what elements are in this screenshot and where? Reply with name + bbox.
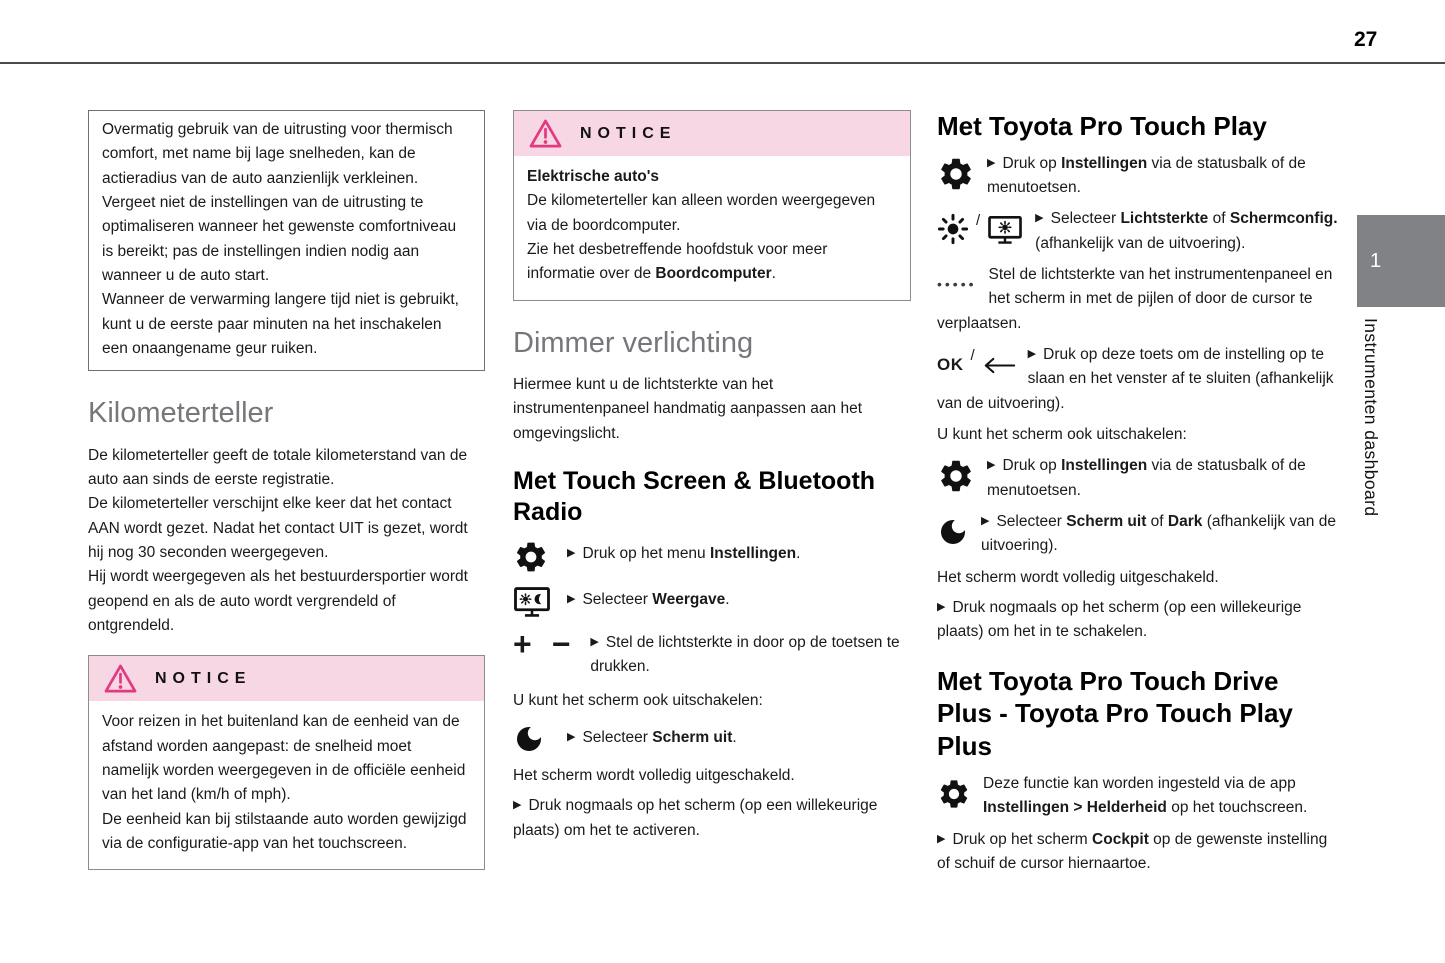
instruction-line [937, 596, 1340, 645]
body-line: U kunt het scherm ook uitschakelen: [513, 691, 763, 709]
body-paragraph: De kilometerteller verschijnt elke keer dat het contact AAN wordt gezet. Nadat het contact UIT is gezet, wordt hij nog 30 seconden weergegeven. [88, 495, 468, 561]
moon-icon [513, 723, 545, 755]
notice-paragraph: De kilometerteller kan alleen worden weergegeven via de boordcomputer. [527, 192, 876, 234]
step-icon-cell [937, 455, 975, 497]
gear-icon [513, 539, 549, 575]
step-open-settings [937, 454, 1340, 503]
subsection-heading-touchscreen: Met Touch Screen & Bluetooth Radio [513, 466, 876, 527]
body-line: Het scherm wordt volledig uitgeschakeld. [513, 766, 795, 784]
bullet-triangle-icon: ▶ [987, 156, 996, 169]
subsection-heading-pro-touch-play: Met Toyota Pro Touch Play [937, 111, 1267, 141]
step-icon-cell [513, 722, 555, 755]
warning-triangle-icon [528, 118, 563, 149]
bullet-triangle-icon: ▶ [987, 459, 996, 472]
step-icon-cell [937, 344, 1016, 386]
instruction-text: Druk op het scherm Cockpit op de gewenste instelling of schuif de cursor hiernaartoe. [937, 830, 1328, 872]
step-screen-off [513, 722, 911, 755]
instruction-text: Stel de lichtsterkte in door op de toetsen te drukken. [590, 633, 900, 676]
minus-icon: − [551, 625, 571, 662]
ok-key-icon: OK [937, 354, 964, 374]
step-instruction [567, 722, 737, 750]
arrow-left-icon [982, 356, 1016, 375]
slash-separator: / [976, 211, 981, 229]
step-icon-cell [513, 625, 578, 662]
step-save-setting [937, 343, 1340, 416]
bullet-triangle-icon: ▶ [513, 799, 522, 812]
notice-title: Elektrische auto's [527, 168, 660, 185]
chapter-title-vertical: Instrumenten dashboard [1361, 318, 1381, 517]
step-select-brightness [937, 207, 1340, 256]
instruction-text: Druk op Instellingen via de statusbalk of de menutoetsen. [987, 154, 1306, 197]
bullet-triangle-icon: ▶ [937, 832, 946, 845]
instruction-text: Druk nogmaals op het scherm (op een willekeurige plaats) om het in te schakelen. [937, 599, 1302, 641]
subsection-heading-pro-touch-drive-plus: Met Toyota Pro Touch Drive Plus - Toyota Pro Touch Play Plus [937, 665, 1293, 762]
box-paragraph: Wanneer de verwarming langere tijd niet is gebruikt, kunt u de eerste paar minuten na het inschakelen een onaangename geur ruiken. [102, 291, 459, 357]
chapter-number: 1 [1370, 249, 1382, 272]
step-instruction [567, 584, 730, 612]
notice-paragraph: De eenheid kan bij stilstaande auto worden gewijzigd via de configuratie-app van het touchscreen. [102, 810, 467, 852]
step-icon-cell [937, 153, 975, 195]
notice-body [89, 701, 484, 869]
step-adjust-brightness [513, 627, 911, 680]
step-screen-off [937, 510, 1340, 559]
step-icon-cell [937, 208, 1023, 250]
chapter-tab [1357, 215, 1445, 307]
instruction-text: Selecteer Scherm uit. [582, 728, 737, 746]
bullet-triangle-icon: ▶ [567, 730, 576, 743]
instruction-text: Druk nogmaals op het scherm (op een willekeurige plaats) om het te activeren. [513, 797, 878, 839]
carryover-note-box [88, 110, 485, 371]
column-right [937, 110, 1340, 882]
step-open-settings [937, 152, 1340, 201]
bullet-triangle-icon: ▶ [937, 601, 946, 613]
bullet-triangle-icon: ▶ [567, 546, 576, 559]
step-instruction [590, 627, 911, 680]
notice-label: NOTICE [580, 124, 677, 142]
instruction-text: Druk op deze toets om de instelling op te slaan en het venster af te sluiten (afhankelijk van de uitvoering). [937, 346, 1334, 412]
notice-paragraph: Zie het desbetreffende hoofdstuk voor meer informatie over de Boordcomputer. [527, 240, 828, 283]
instruction-text: Druk op het menu Instellingen. [582, 544, 801, 562]
body-paragraph: Hij wordt weergegeven als het bestuurdersportier wordt geopend en als de auto wordt vergrendeld of ontgrendeld. [88, 568, 468, 634]
slash-separator: / [970, 347, 975, 365]
notice-label: NOTICE [155, 670, 252, 688]
section-heading-kilometerteller: Kilometerteller [88, 397, 274, 430]
body-paragraph: De kilometerteller geeft de totale kilometerstand van de auto aan sinds de eerste registratie. [88, 446, 468, 488]
box-paragraph: Overmatig gebruik van de uitrusting voor thermisch comfort, met name bij lage snelheden, kan de actieradius van de auto aanzienlijk verkleinen. [102, 121, 453, 187]
screen-day-night-icon [513, 585, 551, 618]
bullet-triangle-icon: ▶ [1035, 212, 1044, 225]
step-icon-cell [513, 584, 555, 618]
bullet-triangle-icon: ▶ [567, 592, 576, 605]
notice-header [514, 111, 910, 156]
notice-body [514, 156, 910, 300]
step-select-display [513, 584, 911, 618]
notice-paragraph: Voor reizen in het buitenland kan de eenheid van de afstand worden aangepast: de snelheid moet namelijk worden weergegeven in de officiële eenheid van het land (km/h of mph). [102, 713, 466, 804]
bullet-triangle-icon: ▶ [981, 515, 990, 528]
column-left [88, 110, 485, 870]
body-line: Het scherm wordt volledig uitgeschakeld. [937, 568, 1219, 586]
step-icon-cell [937, 264, 977, 306]
step-open-settings [513, 538, 911, 575]
notice-box-units [88, 655, 485, 870]
moon-icon [937, 516, 969, 548]
step-adjust-level [937, 263, 1340, 336]
gear-icon [937, 457, 975, 495]
instruction-text: Druk op Instellingen via de statusbalk of de menutoetsen. [987, 457, 1306, 499]
notice-header [89, 656, 484, 701]
section-heading-dimmer: Dimmer verlichting [513, 326, 754, 359]
warning-triangle-icon [103, 663, 138, 694]
page-number: 27 [1354, 28, 1378, 51]
step-icon-cell [937, 773, 971, 815]
brightness-dots-icon: ••••• [937, 276, 977, 293]
instruction-line [937, 828, 1340, 877]
body-paragraph: Hiermee kunt u de lichtsterkte van het instrumentenpaneel handmatig aanpassen aan het omgevingslicht. [513, 375, 863, 442]
instruction-text: Selecteer Weergave. [582, 590, 730, 608]
body-line: U kunt het scherm ook uitschakelen: [937, 426, 1187, 444]
step-icon-cell [937, 511, 969, 553]
notice-box-electric [513, 110, 911, 301]
column-middle [513, 110, 911, 849]
gear-icon [937, 155, 975, 193]
instruction-text: Deze functie kan worden ingesteld via de app Instellingen > Helderheid op het touchscreen. [983, 774, 1308, 817]
step-icon-cell [513, 538, 555, 575]
instruction-text: Selecteer Scherm uit of Dark (afhankelijk van de uitvoering). [981, 513, 1336, 555]
plus-icon: + [513, 625, 532, 662]
brightness-icon [937, 213, 969, 245]
instruction-line [513, 794, 911, 843]
bullet-triangle-icon: ▶ [1027, 348, 1037, 361]
screen-brightness-icon [987, 214, 1023, 245]
instruction-text: Stel de lichtsterkte van het instrumentenpaneel en het scherm in met de pijlen of door de cursor te verplaatsen. [937, 266, 1333, 332]
header-rule [0, 62, 1445, 64]
box-paragraph: Vergeet niet de instellingen van de uitrusting te optimaliseren wanneer het gewenste comfortniveau is bereikt; pas de instellingen indien nodig aan wanneer u de auto start. [102, 193, 457, 284]
bullet-triangle-icon: ▶ [590, 635, 599, 648]
step-instruction [567, 538, 800, 566]
step-settings-brightness-app [937, 772, 1340, 821]
gear-icon [937, 777, 971, 811]
instruction-text: Selecteer Lichtsterkte of Schermconfig. (afhankelijk van de uitvoering). [1035, 210, 1338, 252]
